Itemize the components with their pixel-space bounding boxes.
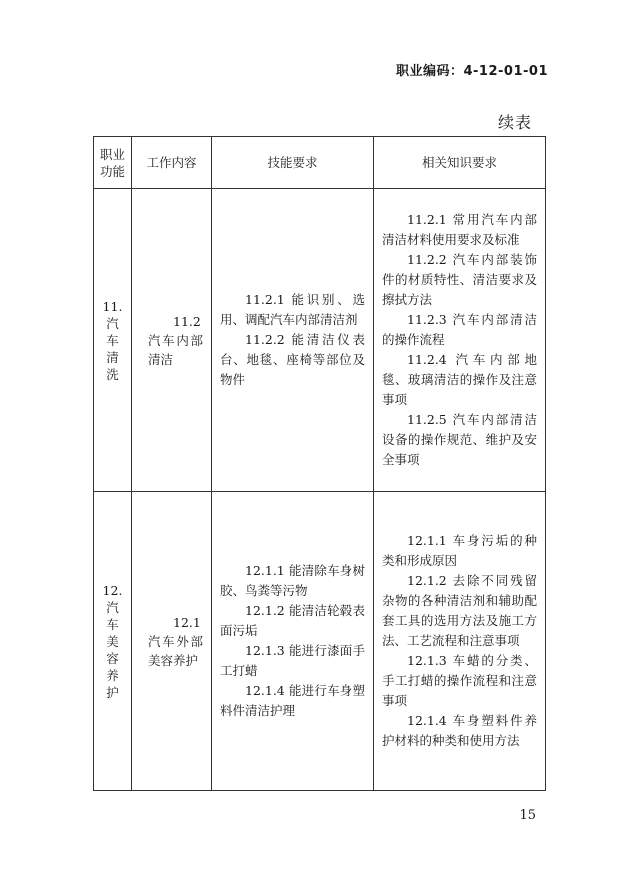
header-work-content: 工作内容 — [132, 137, 212, 189]
knowledge-item: 11.2.2 汽车内部装饰件的材质特性、清洁要求及擦拭方法 — [382, 252, 537, 307]
knowledge-cell — [374, 189, 546, 492]
table-header-row — [94, 137, 546, 189]
skill-item: 12.1.1 能清除车身树胶、鸟粪等污物 — [220, 563, 365, 598]
knowledge-cell — [374, 492, 546, 791]
work-content: 12.1 汽车外部美容养护 — [148, 614, 203, 668]
table-row — [94, 492, 546, 791]
knowledge-item: 11.2.1 常用汽车内部清洁材料使用要求及标准 — [382, 212, 537, 247]
skill-item: 12.1.2 能清洁轮毂表面污垢 — [220, 603, 365, 638]
skill-item: 12.1.4 能进行车身塑料件清洁护理 — [220, 683, 365, 718]
work-content-cell — [132, 189, 212, 492]
knowledge-item: 11.2.4 汽车内部地毯、玻璃清洁的操作及注意事项 — [382, 352, 537, 407]
knowledge-item: 12.1.3 车蜡的分类、手工打蜡的操作流程和注意事项 — [382, 653, 537, 708]
skills-cell — [212, 492, 374, 791]
header-skills: 技能要求 — [212, 137, 374, 189]
continued-label: 续表 — [497, 113, 532, 132]
function-cell — [94, 492, 132, 791]
page-number: 15 — [519, 808, 536, 823]
standards-table — [93, 136, 546, 791]
function-cell — [94, 189, 132, 492]
work-content-cell — [132, 492, 212, 791]
header-function: 职业功能 — [94, 137, 132, 189]
knowledge-item: 11.2.3 汽车内部清洁的操作流程 — [382, 312, 537, 347]
knowledge-item: 12.1.2 去除不同残留杂物的各种清洁剂和辅助配套工具的选用方法及施工方法、工艺流程和注意事项 — [382, 573, 537, 648]
function-number: 12. — [102, 582, 123, 598]
skills-cell — [212, 189, 374, 492]
function-name: 汽车美容养护 — [106, 599, 119, 700]
knowledge-item: 12.1.4 车身塑料件养护材料的种类和使用方法 — [382, 713, 537, 748]
work-content: 11.2 汽车内部清洁 — [148, 313, 203, 367]
skill-item: 12.1.3 能进行漆面手工打蜡 — [220, 643, 365, 678]
knowledge-item: 11.2.5 汽车内部清洁设备的操作规范、维护及安全事项 — [382, 412, 537, 467]
table-row — [94, 189, 546, 492]
skill-item: 11.2.2 能清洁仪表台、地毯、座椅等部位及物件 — [220, 332, 365, 387]
header-knowledge: 相关知识要求 — [374, 137, 546, 189]
function-name: 汽车清洗 — [106, 315, 119, 382]
function-number: 11. — [102, 298, 123, 314]
skill-item: 11.2.1 能识别、选用、调配汽车内部清洁剂 — [220, 292, 365, 327]
occupation-code: 职业编码：4-12-01-01 — [395, 64, 548, 79]
knowledge-item: 12.1.1 车身污垢的种类和形成原因 — [382, 533, 537, 568]
